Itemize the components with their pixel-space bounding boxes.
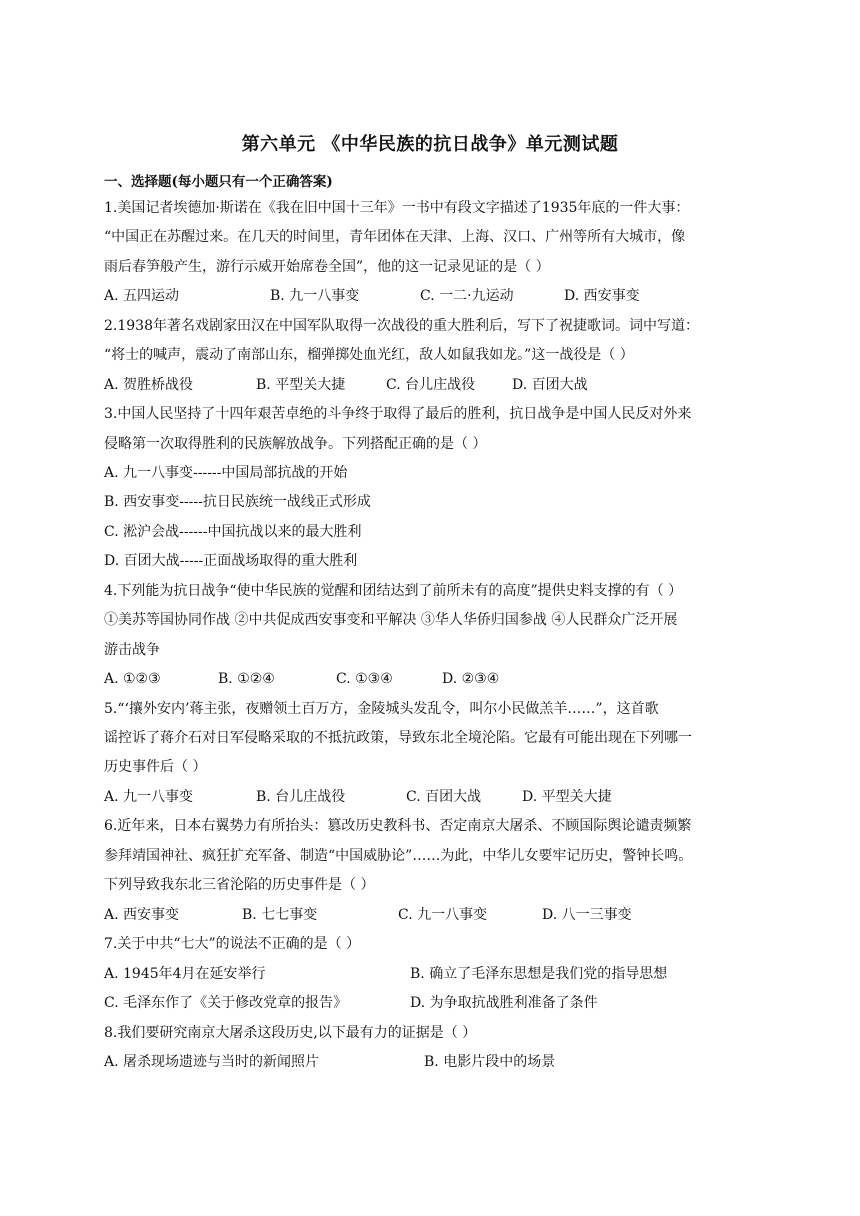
question-8-option-a[interactable]: A. 屠杀现场遗迹与当时的新闻照片 <box>104 1054 320 1070</box>
question-1-option-c[interactable]: C. 一二·九运动 <box>420 288 514 304</box>
question-5-option-b[interactable]: B. 台儿庄战役 <box>256 789 346 805</box>
question-1-line-1: 1.美国记者埃德加·斯诺在《我在旧中国十三年》一书中有段文字描述了1935年底的一件大事： <box>104 200 690 216</box>
question-2-option-a[interactable]: A. 贺胜桥战役 <box>104 377 194 393</box>
question-2-options <box>104 375 764 395</box>
question-4-options <box>104 669 764 689</box>
question-2-option-c[interactable]: C. 台儿庄战役 <box>386 377 476 393</box>
page-title: 第六单元 《中华民族的抗日战争》单元测试题 <box>241 134 619 155</box>
question-3-line-1: 3.中国人民坚持了十四年艰苦卓绝的斗争终于取得了最后的胜利，抗日战争是中国人民反对外来 <box>104 406 692 422</box>
question-4-line-3: 游击战争 <box>104 642 160 658</box>
question-4-option-b[interactable]: B. ①②④ <box>218 671 275 687</box>
question-1-option-b[interactable]: B. 九一八事变 <box>270 288 360 304</box>
question-6-option-c[interactable]: C. 九一八事变 <box>398 907 488 923</box>
question-3-option-d[interactable]: D. 百团大战-----正面战场取得的重大胜利 <box>104 553 358 569</box>
question-4-line-1: 4.下列能为抗日战争“使中华民族的觉醒和团结达到了前所未有的高度”提供史料支撑的有（ ） <box>104 583 683 599</box>
question-1-option-a[interactable]: A. 五四运动 <box>104 288 180 304</box>
question-3-option-c[interactable]: C. 淞沪会战------中国抗战以来的最大胜利 <box>104 524 362 540</box>
question-4-option-a[interactable]: A. ①②③ <box>104 671 161 687</box>
question-7-options-row-1 <box>104 964 764 984</box>
question-1-line-3: 雨后春笋般产生，游行示威开始席卷全国”，他的这一记录见证的是（ ） <box>104 259 550 275</box>
question-5-option-c[interactable]: C. 百团大战 <box>406 789 482 805</box>
question-3-option-b[interactable]: B. 西安事变-----抗日民族统一战线正式形成 <box>104 494 371 510</box>
question-6-options <box>104 905 764 925</box>
question-2-line-2: “将士的喊声，震动了南部山东，榴弹掷处血光红，敌人如鼠我如龙。”这一战役是（ ） <box>104 347 634 363</box>
question-4-line-2: ①美苏等国协同作战 ②中共促成西安事变和平解决 ③华人华侨归国参战 ④人民群众广泛开展 <box>104 612 678 628</box>
question-2-option-b[interactable]: B. 平型关大捷 <box>256 377 346 393</box>
question-7-option-a[interactable]: A. 1945年4月在延安举行 <box>104 966 266 982</box>
question-7-option-c[interactable]: C. 毛泽东作了《关于修改党章的报告》 <box>104 995 348 1011</box>
question-6-option-d[interactable]: D. 八一三事变 <box>542 907 632 923</box>
question-5-options <box>104 787 764 807</box>
question-7-option-b[interactable]: B. 确立了毛泽东思想是我们党的指导思想 <box>410 966 668 982</box>
section-heading: 一、选择题(每小题只有一个正确答案) <box>104 174 333 190</box>
question-3-line-2: 侵略第一次取得胜利的民族解放战争。下列搭配正确的是（ ） <box>104 436 487 452</box>
question-5-line-2: 谣控诉了蒋介石对日军侵略采取的不抵抗政策，导致东北全境沦陷。它最有可能出现在下列哪一 <box>104 730 692 746</box>
question-5-line-3: 历史事件后（ ） <box>104 759 207 775</box>
question-6-line-2: 参拜靖国神社、疯狂扩充军备、制造“中国威胁论”……为此，中华儿女要牢记历史，警钟长鸣。 <box>104 848 693 864</box>
question-4-option-c[interactable]: C. ①③④ <box>336 671 393 687</box>
question-5-option-a[interactable]: A. 九一八事变 <box>104 789 194 805</box>
question-6-line-3: 下列导致我东北三省沦陷的历史事件是（ ） <box>104 877 375 893</box>
question-8-option-b[interactable]: B. 电影片段中的场景 <box>424 1054 556 1070</box>
question-2-line-1: 2.1938年著名戏剧家田汉在中国军队取得一次战役的重大胜利后，写下了祝捷歌词。词中写道： <box>104 318 699 334</box>
question-1-option-d[interactable]: D. 西安事变 <box>564 288 640 304</box>
question-1-options <box>104 286 764 306</box>
question-6-option-a[interactable]: A. 西安事变 <box>104 907 180 923</box>
question-1-line-2: “中国正在苏醒过来。在几天的时间里，青年团体在天津、上海、汉口、广州等所有大城市，像 <box>104 229 686 245</box>
question-7-option-d[interactable]: D. 为争取抗战胜利准备了条件 <box>410 995 598 1011</box>
question-3-option-a[interactable]: A. 九一八事变------中国局部抗战的开始 <box>104 465 348 481</box>
question-7-options-row-2 <box>104 993 764 1013</box>
question-4-option-d[interactable]: D. ②③④ <box>442 671 500 687</box>
question-6-option-b[interactable]: B. 七七事变 <box>242 907 318 923</box>
question-5-line-1: 5.“‘攘外安内’蒋主张，夜赠领土百万方，金陵城头发乱令，叫尔小民做羔羊……”，这首歌 <box>104 701 659 717</box>
question-8-line-1: 8.我们要研究南京大屠杀这段历史,以下最有力的证据是（ ） <box>104 1025 477 1041</box>
question-6-line-1: 6.近年来，日本右翼势力有所抬头：篡改历史教科书、否定南京大屠杀、不顾国际舆论谴责频繁 <box>104 818 692 834</box>
question-5-option-d[interactable]: D. 平型关大捷 <box>522 789 612 805</box>
question-7-line-1: 7.关于中共“七大”的说法不正确的是（ ） <box>104 936 361 952</box>
question-8-options <box>104 1052 764 1072</box>
question-2-option-d[interactable]: D. 百团大战 <box>512 377 588 393</box>
